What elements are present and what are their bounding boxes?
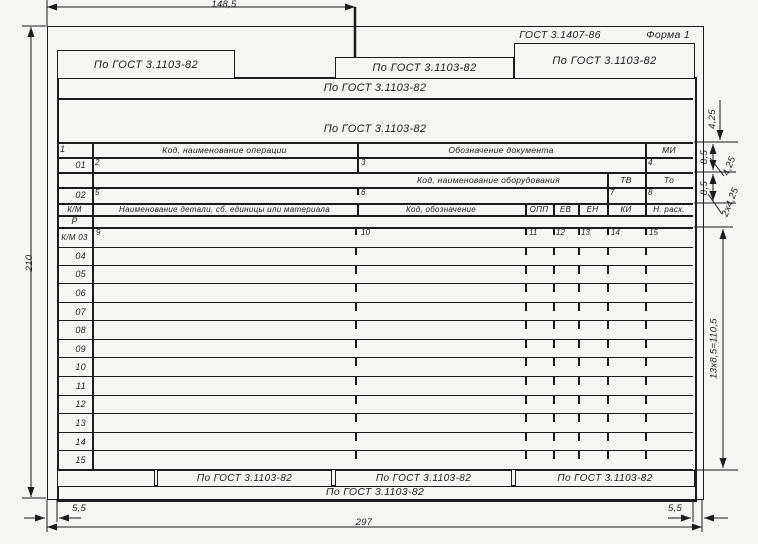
column-tick <box>607 377 609 385</box>
graph-number: 10 <box>361 228 370 237</box>
column-tick <box>355 451 357 459</box>
column-tick <box>553 433 555 441</box>
grid-line <box>57 187 693 189</box>
column-tick <box>607 358 609 366</box>
column-tick <box>355 396 357 404</box>
table-row <box>57 396 693 415</box>
row-label: 13 <box>75 417 86 428</box>
column-tick <box>355 227 357 235</box>
column-tick <box>578 266 580 274</box>
col-header-nrash: Н. расх. <box>653 204 685 214</box>
column-tick <box>355 266 357 274</box>
column-tick <box>607 414 609 422</box>
column-tick <box>355 358 357 366</box>
graph-number: 1 <box>60 144 66 154</box>
row-label: 10 <box>75 362 86 373</box>
column-tick <box>578 284 580 292</box>
col-header-en: ЕН <box>586 204 599 214</box>
header-row-gost: По ГОСТ 3.1103-82 <box>323 81 427 94</box>
row-label: 14 <box>75 436 86 447</box>
col-header-document: Обозначение документа <box>448 144 554 155</box>
row-label: 06 <box>75 287 86 298</box>
graph-number: 8 <box>648 188 653 197</box>
column-tick <box>355 340 357 348</box>
table-row <box>57 266 693 285</box>
row-label-r: Р <box>71 216 78 226</box>
column-tick <box>645 451 647 459</box>
column-tick <box>645 227 647 235</box>
dim-margin-left: 5,5 <box>71 503 87 514</box>
col-header-part-name: Наименование детали, сб. единицы или материала <box>119 204 330 214</box>
graph-number: 4 <box>648 158 653 167</box>
column-tick <box>645 396 647 404</box>
column-tick <box>525 303 527 311</box>
column-tick <box>607 247 609 255</box>
footer-row-gost: По ГОСТ 3.1103-82 <box>325 485 425 498</box>
column-tick <box>525 358 527 366</box>
column-tick <box>355 303 357 311</box>
column-tick <box>525 321 527 329</box>
column-tick <box>645 284 647 292</box>
row-label-02: 02 <box>75 190 86 200</box>
column-tick <box>355 414 357 422</box>
column-tick <box>553 227 555 235</box>
dim-425: 4,25 <box>706 109 718 129</box>
form-number: Форма 1 <box>646 29 690 41</box>
row-label: 15 <box>75 455 86 466</box>
column-tick <box>607 321 609 329</box>
table-row <box>57 358 693 377</box>
col-header-to: То <box>663 174 675 185</box>
column-tick <box>355 321 357 329</box>
dim-rows-total: 13х8,5=110,5 <box>708 318 720 379</box>
graph-number: 3 <box>361 158 366 167</box>
column-tick <box>525 227 527 235</box>
column-tick <box>607 433 609 441</box>
table-row <box>57 414 693 433</box>
column-tick <box>525 396 527 404</box>
graph-number: 13 <box>581 228 590 237</box>
column-tick <box>607 303 609 311</box>
column-tick <box>578 433 580 441</box>
graph-number: 12 <box>556 228 565 237</box>
col-header-opp: ОПП <box>529 204 549 214</box>
grid-line <box>57 215 693 217</box>
header-box-left: По ГОСТ 3.1103-82 <box>57 50 235 79</box>
column-tick <box>645 321 647 329</box>
column-tick <box>525 247 527 255</box>
column-tick <box>355 284 357 292</box>
dim-leader-425: 4,25 <box>720 154 738 178</box>
column-tick <box>553 451 555 459</box>
column-tick <box>645 414 647 422</box>
row-label: 11 <box>76 380 86 391</box>
header-band-gost: По ГОСТ 3.1103-82 <box>323 123 427 135</box>
column-tick <box>553 247 555 255</box>
graph-number: 7 <box>610 188 615 197</box>
column-tick <box>645 377 647 385</box>
dim-top-width: 148,5 <box>211 0 237 10</box>
column-tick <box>607 284 609 292</box>
row-label: 05 <box>75 269 86 280</box>
data-rows <box>57 247 693 470</box>
column-tick <box>607 266 609 274</box>
column-tick <box>578 340 580 348</box>
column-tick <box>525 414 527 422</box>
column-tick <box>578 377 580 385</box>
column-tick <box>578 321 580 329</box>
table-row <box>57 303 693 322</box>
table-row <box>57 377 693 396</box>
column-tick <box>578 451 580 459</box>
column-tick <box>553 284 555 292</box>
column-tick <box>578 247 580 255</box>
graph-number: 14 <box>611 228 620 237</box>
column-tick <box>645 433 647 441</box>
table-row <box>57 451 693 470</box>
column-tick <box>553 358 555 366</box>
column-tick <box>553 266 555 274</box>
table-row <box>57 340 693 359</box>
column-tick <box>645 247 647 255</box>
graph-number: 9 <box>96 228 101 237</box>
col-header-ev: ЕВ <box>559 204 572 214</box>
column-tick <box>553 414 555 422</box>
column-tick <box>578 414 580 422</box>
column-tick <box>553 377 555 385</box>
grid-line <box>57 157 693 159</box>
column-tick <box>525 433 527 441</box>
column-tick <box>578 396 580 404</box>
row-label: 09 <box>75 343 86 354</box>
column-tick <box>607 396 609 404</box>
column-tick <box>607 227 609 235</box>
column-tick <box>607 340 609 348</box>
dim-85-a: 8,5 <box>698 149 710 165</box>
col-header-operation: Код, наименование операции <box>162 144 287 155</box>
column-tick <box>553 321 555 329</box>
column-tick <box>578 227 580 235</box>
row-label-km03: К/М 03 <box>61 232 88 242</box>
standard-number: ГОСТ 3.1407-86 <box>519 29 601 41</box>
dim-left-height: 210 <box>23 254 35 272</box>
column-tick <box>578 358 580 366</box>
table-row <box>57 284 693 303</box>
column-tick <box>645 303 647 311</box>
table-row <box>57 247 693 266</box>
col-header-mi: МИ <box>662 144 676 155</box>
column-tick <box>525 340 527 348</box>
footer-box-gost-1: По ГОСТ 3.1103-82 <box>157 470 332 487</box>
header-box-right: По ГОСТ 3.1103-82 <box>514 43 695 79</box>
footer-box-gost-2: По ГОСТ 3.1103-82 <box>335 470 512 487</box>
row-label: 12 <box>75 399 86 410</box>
row-label-01: 01 <box>75 159 86 170</box>
column-tick <box>355 247 357 255</box>
dim-leader-2x425: 2х4,25 <box>719 185 741 219</box>
row-label-km: К/М <box>67 204 82 214</box>
col-header-tv: ТВ <box>620 174 632 185</box>
row-label: 04 <box>75 250 86 261</box>
grid-line <box>57 98 693 100</box>
col-header-equipment: Код, наименование оборудования <box>417 174 560 185</box>
graph-number: 2 <box>95 158 100 167</box>
table-row-km03 <box>57 227 693 248</box>
dim-85-b: 8,5 <box>698 180 710 196</box>
column-tick <box>355 377 357 385</box>
column-tick <box>645 340 647 348</box>
column-tick <box>525 266 527 274</box>
column-tick <box>553 340 555 348</box>
column-tick <box>525 451 527 459</box>
dim-bottom-width: 297 <box>355 516 373 528</box>
dim-margin-right: 5,5 <box>667 503 683 514</box>
table-row <box>57 433 693 452</box>
graph-number: 5 <box>95 188 100 197</box>
column-tick <box>357 187 359 195</box>
graph-number: 15 <box>649 228 658 237</box>
col-header-ki: КИ <box>620 204 632 214</box>
column-tick <box>645 266 647 274</box>
column-tick <box>578 303 580 311</box>
column-tick <box>525 284 527 292</box>
row-label: 08 <box>75 325 86 336</box>
graph-number: 6 <box>361 188 366 197</box>
column-tick <box>355 433 357 441</box>
column-tick <box>553 396 555 404</box>
footer-box-gost-3: По ГОСТ 3.1103-82 <box>515 470 695 487</box>
column-tick <box>645 358 647 366</box>
column-tick <box>553 303 555 311</box>
graph-number: 11 <box>529 228 538 237</box>
col-header-code: Код, обозначение <box>405 204 477 214</box>
table-row <box>57 321 693 340</box>
header-box-middle: По ГОСТ 3.1103-82 <box>335 57 514 79</box>
column-tick <box>525 377 527 385</box>
column-tick <box>607 451 609 459</box>
row-label: 07 <box>75 306 86 317</box>
